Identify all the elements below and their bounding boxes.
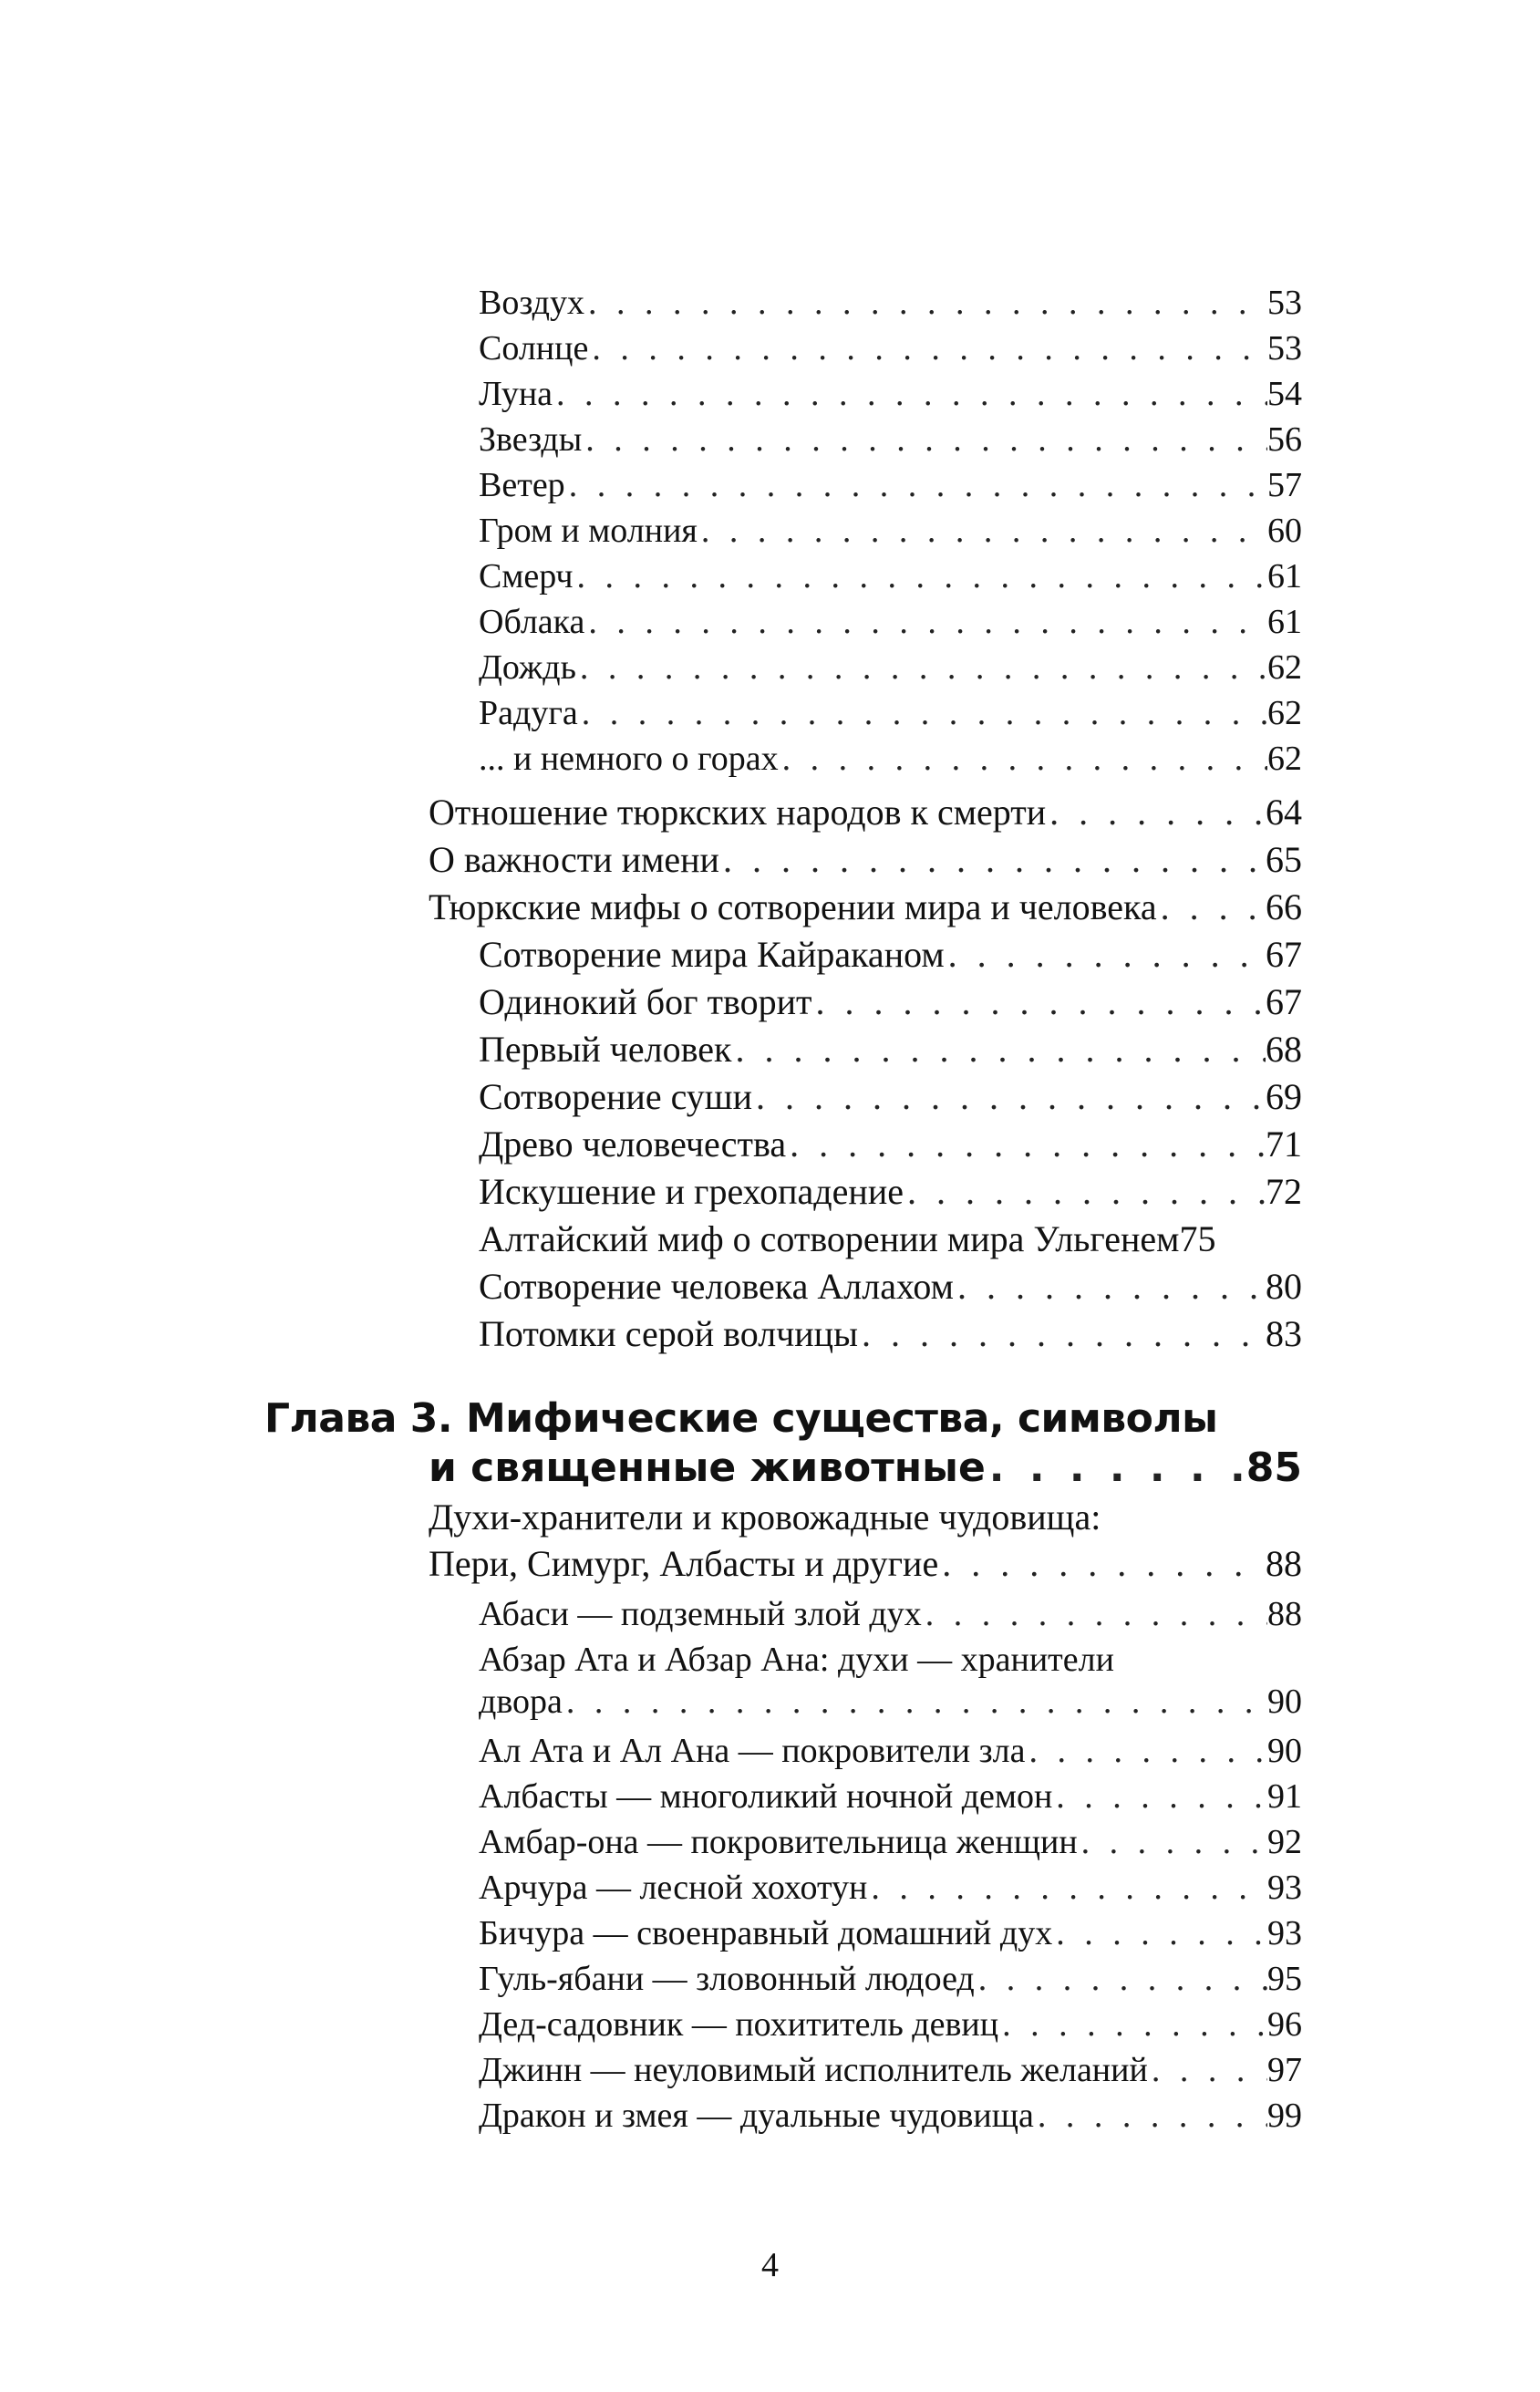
- dot-leader: [998, 2003, 1267, 2046]
- dot-leader: [986, 1445, 1246, 1492]
- dot-leader: [553, 372, 1267, 416]
- toc-entry-page: 97: [1267, 2051, 1302, 2089]
- toc-entry-veter: [479, 463, 1302, 507]
- toc-entry-page: 92: [1267, 1823, 1302, 1861]
- toc-entry-title: ... и немного о горах: [479, 740, 779, 778]
- toc-entry-raduga: [479, 691, 1302, 735]
- toc-entry-title: Абзар Ата и Абзар Ана: духи — хранители: [479, 1641, 1114, 1679]
- toc-entry-allah: [479, 1264, 1302, 1310]
- toc-entry-page: 88: [1267, 1595, 1302, 1633]
- toc-entry-drevo: [479, 1122, 1302, 1167]
- dot-leader: [786, 1122, 1266, 1167]
- dot-leader: [904, 1169, 1266, 1215]
- toc-entry-vozdukh: [479, 281, 1302, 325]
- toc-entry-title: Сотворение мира Кайраканом: [479, 934, 945, 975]
- toc-entry-title: Облака: [479, 603, 585, 641]
- dot-leader: [576, 646, 1267, 689]
- toc-entry-title: Сотворение суши: [479, 1076, 752, 1117]
- toc-entry-page: 67: [1266, 981, 1302, 1022]
- toc-entry-title: Абаси — подземный злой дух: [479, 1595, 922, 1633]
- dot-leader: [584, 600, 1267, 644]
- toc-entry-page: 67: [1266, 934, 1302, 975]
- dot-leader: [731, 1027, 1266, 1072]
- toc-entry-title: Потомки серой волчицы: [479, 1313, 858, 1354]
- toc-entry-title: Ал Ата и Ал Ана — покровители зла: [479, 1732, 1026, 1770]
- chapter-heading-line2: [429, 1445, 1302, 1492]
- toc-entry-ded-sadovnik: [479, 2003, 1302, 2046]
- toc-entry-page: 62: [1267, 740, 1302, 778]
- toc-entry-title: Смерч: [479, 557, 574, 595]
- dot-leader: [867, 1866, 1267, 1910]
- toc-entry-page: 72: [1266, 1171, 1302, 1212]
- toc-entry-page: 96: [1267, 2005, 1302, 2044]
- toc-entry-page: 61: [1267, 557, 1302, 595]
- toc-entry-luna: [479, 372, 1302, 416]
- chapter-heading-line1: Глава 3. Мифические существа, символы: [264, 1395, 1218, 1442]
- dot-leader: [588, 326, 1267, 370]
- dot-leader: [1034, 2094, 1267, 2138]
- toc-entry-solntse: [479, 326, 1302, 370]
- page-number: 4: [761, 2246, 779, 2284]
- toc-entry-title: Гром и молния: [479, 512, 698, 550]
- toc-entry-page: 83: [1266, 1313, 1302, 1354]
- toc-entry-title: Албасты — многоликий ночной демон: [479, 1777, 1053, 1816]
- toc-entry-al-ata: [479, 1729, 1302, 1773]
- dot-leader: [563, 1680, 1267, 1724]
- toc-section-title: О важности имени: [429, 839, 719, 880]
- toc-entry-gory: [479, 737, 1302, 781]
- toc-entry-title: Воздух: [479, 284, 585, 322]
- toc-section-title: Тюркские мифы о сотворении мира и человека: [429, 886, 1157, 927]
- toc-entry-oblaka: [479, 600, 1302, 644]
- toc-entry-perviy-chelovek: [479, 1027, 1302, 1072]
- toc-entry-page: 69: [1266, 1076, 1302, 1117]
- toc-section-page: 88: [1266, 1543, 1302, 1584]
- toc-entry-page: 60: [1267, 512, 1302, 550]
- toc-entry-title: двора: [479, 1683, 563, 1721]
- dot-leader: [812, 979, 1266, 1025]
- toc-section-page: 64: [1266, 792, 1302, 833]
- toc-entry-page: 90: [1267, 1683, 1302, 1721]
- toc-entry-drakon: [479, 2094, 1302, 2138]
- toc-entry-ambar-ona: [479, 1820, 1302, 1864]
- toc-entry-page: 53: [1267, 329, 1302, 368]
- dot-leader: [752, 1074, 1266, 1120]
- toc-entry-bichura: [479, 1911, 1302, 1955]
- toc-entry-smerch: [479, 554, 1302, 598]
- dot-leader: [954, 1264, 1266, 1310]
- toc-entry-albasty: [479, 1775, 1302, 1818]
- dot-leader: [1025, 1729, 1267, 1773]
- toc-section-page: 66: [1266, 886, 1302, 927]
- dot-leader: [698, 509, 1267, 553]
- toc-entry-title: Амбар-она — покровительница женщин: [479, 1823, 1078, 1861]
- toc-entry-abzar-line1: [479, 1638, 1302, 1682]
- dot-leader: [975, 1957, 1267, 2001]
- toc-entry-kairakan: [479, 932, 1302, 978]
- toc-entry-archura: [479, 1866, 1302, 1910]
- toc-entry-page: 80: [1266, 1266, 1302, 1307]
- toc-entry-volchitsa: [479, 1311, 1302, 1357]
- dot-leader: [578, 691, 1267, 735]
- toc-entry-dzhinn: [479, 2048, 1302, 2092]
- toc-entry-title: Радуга: [479, 694, 578, 732]
- dot-leader: [779, 737, 1267, 781]
- toc-section-dukhi-line1: [429, 1496, 1302, 1539]
- toc-entry-page: 91: [1267, 1777, 1302, 1816]
- dot-leader: [582, 418, 1267, 461]
- toc-entry-page: 53: [1267, 284, 1302, 322]
- toc-entry-title: Арчура — лесной хохотун: [479, 1869, 868, 1907]
- toc-entry-page: 99: [1267, 2097, 1302, 2135]
- toc-entry-title: Дождь: [479, 648, 576, 687]
- dot-leader: [573, 554, 1267, 598]
- dot-leader: [719, 837, 1266, 883]
- toc-entry-title: Солнце: [479, 329, 589, 368]
- toc-section-smert: [429, 790, 1302, 835]
- toc-section-mify: [429, 885, 1302, 930]
- toc-section-title: Духи-хранители и кровожадные чудовища:: [429, 1496, 1101, 1538]
- toc-entry-dozhd: [479, 646, 1302, 689]
- toc-entry-title: Гуль-ябани — зловонный людоед: [479, 1960, 975, 1998]
- toc-entry-title: Ветер: [479, 466, 565, 504]
- toc-entry-page: 61: [1267, 603, 1302, 641]
- toc-entry-page: 62: [1267, 648, 1302, 687]
- toc-entry-abasi: [479, 1592, 1302, 1636]
- dot-leader: [938, 1541, 1266, 1587]
- toc-entry-page: 57: [1267, 466, 1302, 504]
- toc-entry-page: 93: [1267, 1869, 1302, 1907]
- toc-entry-grom: [479, 509, 1302, 553]
- dot-leader: [565, 463, 1267, 507]
- dot-leader: [1052, 1775, 1267, 1818]
- dot-leader: [1148, 2048, 1267, 2092]
- toc-entry-gul-yabani: [479, 1957, 1302, 2001]
- toc-entry-page: 62: [1267, 694, 1302, 732]
- toc-entry-iskushenie: [479, 1169, 1302, 1215]
- toc-entry-title: Одинокий бог творит: [479, 981, 812, 1022]
- toc-entry-page: 90: [1267, 1732, 1302, 1770]
- toc-entry-title: Древо человечества: [479, 1124, 787, 1165]
- toc-entry-page: 93: [1267, 1914, 1302, 1952]
- toc-entry-title: Бичура — своенравный домашний дух: [479, 1914, 1053, 1952]
- toc-entry-title: Сотворение человека Аллахом: [479, 1266, 954, 1307]
- dot-leader: [1078, 1820, 1267, 1864]
- toc-entry-abzar: [479, 1680, 1302, 1724]
- dot-leader: [1052, 1911, 1267, 1955]
- dot-leader: [945, 932, 1266, 978]
- toc-entry-title: Искушение и грехопадение: [479, 1171, 904, 1212]
- chapter-heading-page: 85: [1245, 1445, 1302, 1491]
- toc-entry-page: 71: [1266, 1124, 1302, 1165]
- toc-entry-page: 56: [1267, 420, 1302, 459]
- chapter-heading-title: и священные животные: [429, 1445, 986, 1491]
- toc-section-title: Отношение тюркских народов к смерти: [429, 792, 1047, 833]
- toc-entry-page: 54: [1267, 375, 1302, 413]
- toc-entry-ulgen: [479, 1217, 1302, 1262]
- dot-leader: [1157, 885, 1266, 930]
- dot-leader: [922, 1592, 1267, 1636]
- toc-entry-title: Луна: [479, 375, 553, 413]
- toc-entry-page: 68: [1266, 1029, 1302, 1070]
- toc-entry-page: 95: [1267, 1960, 1302, 1998]
- toc-entry-odinokiy-bog: [479, 979, 1302, 1025]
- dot-leader: [858, 1311, 1266, 1357]
- toc-entry-sushi: [479, 1074, 1302, 1120]
- toc-entry-title: Дракон и змея — дуальные чудовища: [479, 2097, 1034, 2135]
- toc-entry-title: Джинн — неуловимый исполнитель желаний: [479, 2051, 1148, 2089]
- toc-section-title: Пери, Симург, Албасты и другие: [429, 1543, 939, 1584]
- toc-entry-title: Алтайский миф о сотворении мира Ульгенем: [479, 1218, 1180, 1259]
- toc-section-imya: [429, 837, 1302, 883]
- toc-entry-zvezdy: [479, 418, 1302, 461]
- toc-entry-page: 75: [1179, 1218, 1216, 1259]
- dot-leader: [584, 281, 1267, 325]
- toc-entry-title: Дед-садовник — похититель девиц: [479, 2005, 999, 2044]
- toc-section-dukhi: [429, 1541, 1302, 1587]
- dot-leader: [1046, 790, 1266, 835]
- toc-section-page: 65: [1266, 839, 1302, 880]
- toc-entry-title: Звезды: [479, 420, 583, 459]
- toc-entry-title: Первый человек: [479, 1029, 732, 1070]
